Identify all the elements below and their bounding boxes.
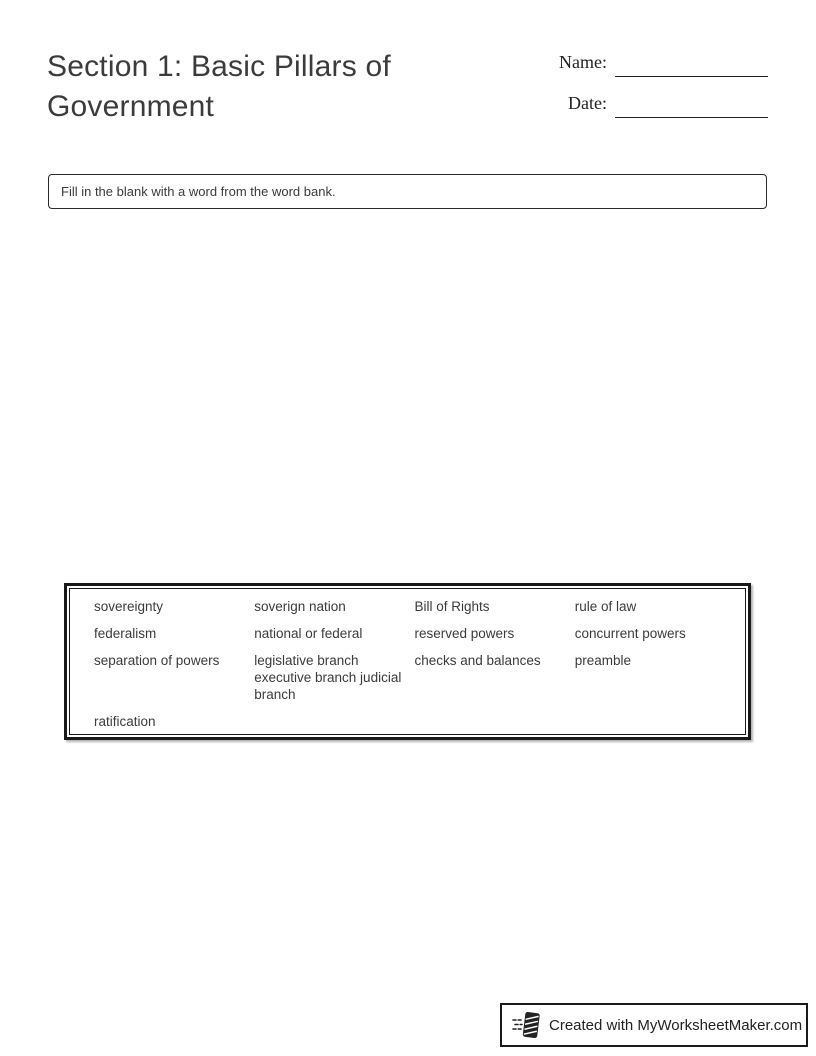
- date-blank-line: [615, 95, 768, 118]
- word-bank-item: soverign nation: [254, 599, 346, 614]
- word-bank-item: checks and balances: [414, 653, 541, 668]
- date-label: Date:: [568, 93, 607, 113]
- date-row: [559, 93, 768, 118]
- word-bank-item: preamble: [574, 653, 632, 668]
- worksheet-maker-logo-icon: [512, 1009, 542, 1041]
- footer-credit-box: [500, 1003, 808, 1047]
- word-bank-item: sovereignty: [94, 599, 164, 614]
- word-bank-item: ratification: [94, 714, 156, 729]
- name-date-block: [559, 52, 768, 118]
- instructions-box: [48, 174, 767, 209]
- page-title: Section 1: Basic Pillars of Government: [47, 50, 391, 123]
- word-bank-item: federalism: [94, 626, 157, 641]
- name-label: Name:: [559, 52, 607, 72]
- word-bank-grid: [69, 588, 746, 735]
- word-bank-item: reserved powers: [414, 626, 515, 641]
- word-bank-item: separation of powers: [94, 653, 220, 668]
- footer-credit-text: Created with MyWorksheetMaker.com: [549, 1016, 803, 1034]
- word-bank-item: legislative branch executive branch judicial branch: [254, 653, 402, 702]
- word-bank-item: national or federal: [254, 626, 363, 641]
- word-bank-item: Bill of Rights: [414, 599, 490, 614]
- name-blank-line: [615, 54, 768, 77]
- word-bank-item: rule of law: [574, 599, 637, 614]
- word-bank-item: concurrent powers: [574, 626, 686, 641]
- name-row: [559, 52, 768, 77]
- instructions-text: Fill in the blank with a word from the word bank.: [61, 184, 336, 199]
- word-bank-box: [64, 583, 751, 740]
